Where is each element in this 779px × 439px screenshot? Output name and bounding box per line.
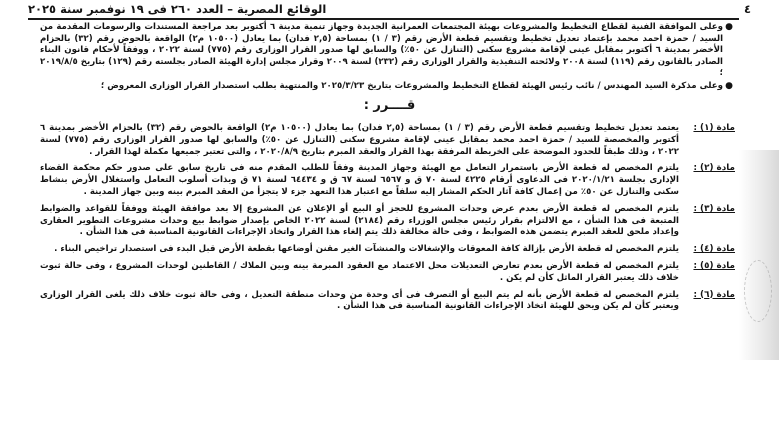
article-text: يلتزم المخصص له قطعة الأرض بأنه لم يتم البيع أو التصرف فى أى وحدة من وحدات منطقة التعديل ، وفى حالة ثبوت خلاف ذلك يلغى القرار الوزارى ويعتبر كأن لم يكن ويحق للهيئة اتخاذ الإجراءات القانونية المناسبة فى هذا الشأن .	[40, 289, 679, 312]
article-label: مادة (٦) :	[693, 289, 735, 300]
article-text: يلتزم المخصص له قطعة الأرض بعدم عرض وحدات المشروع للحجز أو البيع أو الإعلان عن المشروع إلا بعد موافقة الهيئة ووفقاً للقواعد والضوابط المتبعة فى هذا الشأن ، مع الالتزام بقرار رئيس مجلس الوزراء رقم (٢١٨٤) لسنة ٢٠٢٢ الخاص بإصدار ضوابط بيع وحدات مشروعات التطوير العقارى وإعداد ملحق للعقد المبرم يتضمن هذه الضوابط ، وفى حالة مخالفة ذلك يتم إلغاء هذا القرار واتخاذ الإجراءات القانونية المناسبة فى هذا الشأن .	[40, 203, 680, 238]
articles	[40, 123, 735, 318]
bullet-icon: ●	[725, 80, 733, 91]
article-6	[40, 290, 735, 314]
preamble-text: وعلى الموافقة الفنية لقطاع التخطيط والمشروعات بهيئة المجتمعات العمرانية الجديدة وجهاز تنمية مدينة ٦ أكتوبر بعد مراجعة المستندات والرسومات المقدمة من السيد / حمزة احمد محمد بإعتماد تعديل تخطيط وتقسيم قطعة الأرض رقم (٣ / ١) بمساحة (٢,٥ فدان) بما يعادل (١٠٥٠٠ م٢) الواقعة بالحوض رقم (٣٢) بالحزام الأخضر بمدينة ٦ أكتوبر بمقابل عينى لإقامة مشروع سكنى (التنازل عن ٥٠٪) والسابق لها صدور القرار الوزارى رقم (٧٧٥) لسنة ٢٠٢٢ ، ووفقاً لأحكام قانون البناء الصادر بالقانون رقم (١١٩) لسنة ٢٠٠٨ ولائحته التنفيذية والقرار الوزارى رقم (٢٣٢) لسنة ٢٠٠٩ وقرار مجلس إدارة الهيئة الصادر بجلسته رقم (١٢٩) بتاريخ ٢٠١٩/٨/٥ ؛	[40, 22, 724, 79]
article-label: مادة (٣) :	[693, 203, 735, 214]
article-5	[40, 261, 735, 285]
decision-title: قــــرر :	[363, 98, 416, 113]
bullet-icon: ●	[725, 22, 733, 32]
preamble-item	[40, 22, 735, 80]
scan-shadow	[739, 150, 779, 360]
article-text: يعتمد تعديل تخطيط وتقسيم قطعة الأرض رقم (٣ / ١) بمساحة (٢,٥ فدان) بما يعادل (١٠٥٠٠ م٢) الواقعة بالحوض رقم (٣٢) بالحزام الأخضر بمدينة ٦ أكتوبر والمخصصة للسيد / حمزة احمد محمد بمقابل عينى لإقامة مشروع سكنى (التنازل عن ٥٠٪) والسابق لها صدور القرار الوزارى رقم (٧٧٥) لسنة ٢٠٢٢ ، وذلك طبقاً للحدود الموضحة على الخريطة المرفقة بهذا القرار والعقد المبرم بتاريخ ٢٠٢٠/٨/٩ ، والتى تعتبر جميعها مكملة لهذا القرار .	[40, 123, 680, 157]
gazette-issue-line: الوقائع المصرية – العدد ٢٦٠ فى ١٩ نوفمبر سنة ٢٠٢٥	[28, 2, 327, 16]
article-label: مادة (٢) :	[693, 163, 735, 174]
article-1	[40, 123, 735, 158]
article-label: مادة (١) :	[693, 123, 735, 133]
preamble-text: وعلى مذكرة السيد المهندس / نائب رئيس الهيئة لقطاع التخطيط والمشروعات بتاريخ ٢٠٢٥/٣/٢٣ والمنتهية بطلب استصدار القرار الوزارى المعروض ؛	[100, 80, 723, 91]
header-divider	[28, 18, 739, 20]
article-label: مادة (٤) :	[693, 244, 735, 255]
page-header	[28, 1, 751, 17]
article-label: مادة (٥) :	[693, 260, 735, 271]
article-3	[40, 204, 735, 239]
preamble-item	[40, 81, 735, 93]
page-number: ٤	[743, 2, 751, 16]
article-4	[40, 244, 735, 256]
seal-stamp	[744, 260, 772, 322]
article-text: يلتزم المخصص له قطعة الأرض بإزالة كافة المعوقات والإشغالات والمنشآت الغير مقنن أوضاعها بقطعة الأرض قبل البدء فى استصدار تراخيص البناء .	[54, 244, 679, 255]
preamble	[40, 22, 735, 94]
article-text: يلتزم المخصص له قطعة الأرض بعدم تعارض التعديلات محل الاعتماد مع العقود المبرمة بينه وبين الملاك / القاطنين لوحدات المشروع ، وفى حالة ثبوت خلاف ذلك يعتبر القرار الماثل كأن لم يكن .	[40, 260, 679, 283]
article-text: يلتزم المخصص له قطعة الأرض باستمرار التعامل مع الهيئة وجهاز المدينة وفقاً للطلب المقدم منه فى تاريخ سابق على صدور حكم محكمة القضاء الإدارى بجلسة ٢٠٢٠/١/٢١ فى الدعاوى أرقام ٤٢٢٥ لسنة ٧٠ ق و ٦٥٦٧ لسنة ٦٧ ق و ٦٤٤٣٤ لسنة ٧١ ق وبذات أسلوب التعامل واستغلال الأرض بنشاط سكنى والتنازل عن ٥٠٪ من إعمال كافة آثار الحكم المشار إليه سلفاً مع اعتبار هذا التعهد جزء لا يتجزأ من العقد المبرم بينه وبين جهاز المدينة .	[40, 163, 679, 197]
article-2	[40, 163, 735, 198]
